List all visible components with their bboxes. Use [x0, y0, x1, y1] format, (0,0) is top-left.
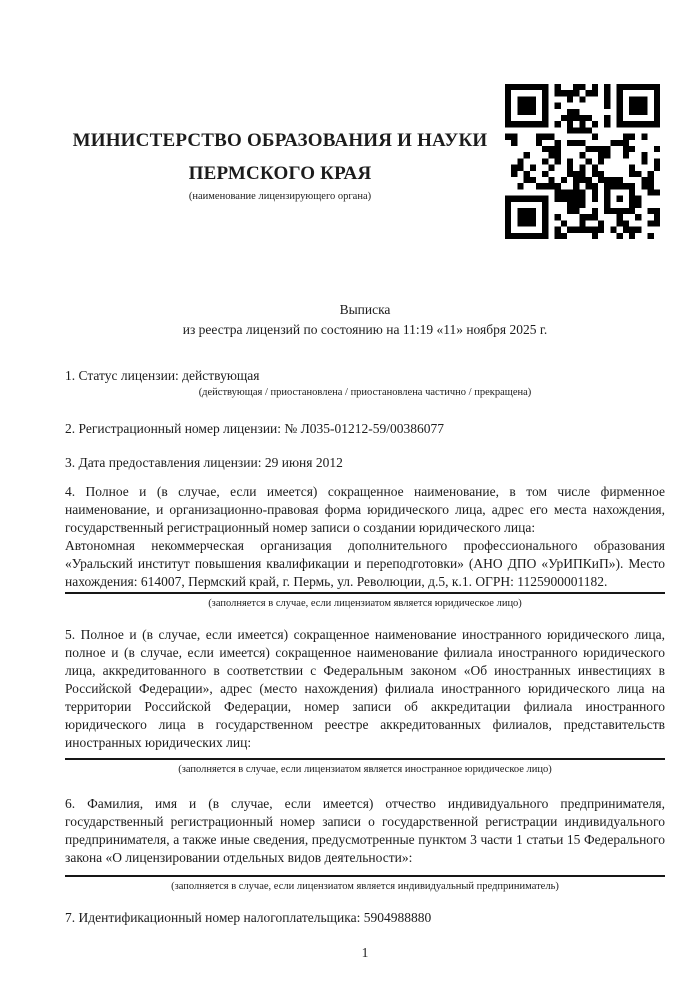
individual-entrepreneur-label: 6. Фамилия, имя и (в случае, если имеется) отчество индивидуального предпринимателя, государственный регистрационный номер записи о государственной регистрации индивидуального предпринимателя, а также иные сведения, предусмотренные пунктом 3 части 1 статьи 15 Федерального закона «О лицензировании отдельных видов деятельности»:	[65, 796, 665, 865]
document-title-line1: Выписка	[339, 302, 391, 317]
taxpayer-inn: 7. Идентификационный номер налогоплательщика: 5904988880	[65, 910, 432, 925]
individual-entrepreneur-blank-field	[65, 875, 665, 877]
foreign-entity-blank-field	[65, 758, 665, 760]
legal-entity-value: Автономная некоммерческая организация дополнительного профессионального образования «Уральский институт повышения квалификации и переподготовки» (АНО ДПО «УрИПКиП»). Место нахождения: 614007, Пермский край, г. Пермь, ул. Революции, д.5, к.1. ОГРН: 1125900001182.	[65, 537, 665, 594]
ministry-name-line2: ПЕРМСКОГО КРАЯ	[188, 163, 372, 184]
individual-entrepreneur-note: (заполняется в случае, если лицензиатом является индивидуальный предприниматель)	[171, 881, 559, 892]
foreign-entity-note: (заполняется в случае, если лицензиатом является иностранное юридическое лицо)	[178, 764, 552, 775]
license-status-note: (действующая / приостановлена / приостановлена частично / прекращена)	[198, 387, 532, 398]
page-number: 1	[361, 945, 369, 960]
legal-entity-label: 4. Полное и (в случае, если имеется) сокращенное наименование, в том числе фирменное наименование, и организационно-правовая форма юридического лица, адрес его места нахождения, государственный регистрационный номер записи о создании юридического лица:	[65, 484, 665, 535]
document-title-line2: из реестра лицензий по состоянию на 11:19 «11» ноября 2025 г.	[182, 322, 548, 337]
license-status: 1. Статус лицензии: действующая	[65, 368, 260, 383]
legal-entity-note: (заполняется в случае, если лицензиатом является юридическое лицо)	[208, 598, 522, 609]
ministry-name-line1: МИНИСТЕРСТВО ОБРАЗОВАНИЯ И НАУКИ	[72, 130, 488, 151]
qr-code-icon	[505, 84, 660, 239]
license-registration-number: 2. Регистрационный номер лицензии: № Л035-01212-59/00386077	[65, 421, 445, 436]
foreign-entity-label: 5. Полное и (в случае, если имеется) сокращенное наименование иностранного юридического лица, полное и (в случае, если имеется) сокращенное наименование филиала иностранного юридического лица, аккредитованного в соответствии с Федеральным законом «Об иностранных инвестициях в Российской Федерации», адрес (место нахождения) филиала иностранного юридического лица на территории Российской Федерации, номер записи об аккредитации филиала иностранного юридического лица в государственном реестре аккредитованных филиалов, представительств иностранных юридических лиц:	[65, 627, 665, 750]
license-grant-date: 3. Дата предоставления лицензии: 29 июня 2012	[65, 455, 343, 470]
licensing-authority-caption: (наименование лицензирующего органа)	[188, 191, 372, 202]
licensing-authority-name	[65, 0, 495, 190]
document-title	[65, 300, 665, 340]
